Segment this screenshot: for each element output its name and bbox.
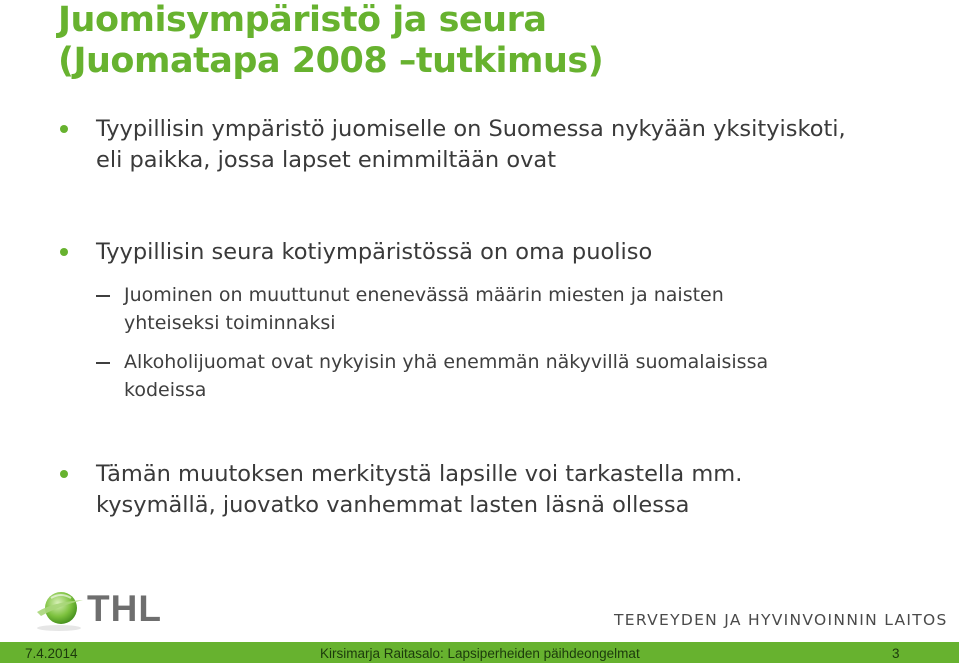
- bullet-dot-icon: [60, 125, 68, 133]
- bullet-3: [96, 459, 916, 521]
- sub-bullet-1: [124, 281, 884, 337]
- title-line-2: (Juomatapa 2008 –tutkimus): [58, 41, 604, 81]
- footer-date: 7.4.2014: [25, 646, 78, 661]
- bullet-2-line-1: Tyypillisin seura kotiympäristössä on oma puoliso: [96, 239, 653, 265]
- dash-icon: [96, 362, 110, 364]
- organization-name: TERVEYDEN JA HYVINVOINNIN LAITOS: [614, 611, 948, 629]
- sub-bullet-2-line-2: kodeissa: [124, 379, 207, 401]
- sub-bullet-1-line-2: yhteiseksi toiminnaksi: [124, 312, 336, 334]
- title-line-1: Juomisympäristö ja seura: [58, 0, 547, 40]
- bullet-1: [96, 114, 916, 176]
- footer-author-title: Kirsimarja Raitasalo: Lapsiperheiden päihdeongelmat: [320, 646, 640, 661]
- bullet-1-line-1: Tyypillisin ympäristö juomiselle on Suomessa nykyään yksityiskoti,: [96, 116, 846, 142]
- footer-bar: [0, 642, 959, 663]
- sub-bullet-2: [124, 348, 884, 404]
- bullet-dot-icon: [60, 470, 68, 478]
- footer-page-number: 3: [892, 646, 900, 661]
- bullet-1-line-2: eli paikka, jossa lapset enimmiltään ovat: [96, 147, 557, 173]
- slide-title: [58, 0, 603, 82]
- bullet-2: [96, 237, 916, 268]
- logo-text: THL: [87, 588, 162, 629]
- sub-bullet-1-line-1: Juominen on muuttunut enenevässä määrin miesten ja naisten: [124, 284, 724, 306]
- bullet-3-line-1: Tämän muutoksen merkitystä lapsille voi tarkastella mm.: [96, 461, 743, 487]
- dash-icon: [96, 295, 110, 297]
- bullet-dot-icon: [60, 248, 68, 256]
- bullet-3-line-2: kysymällä, juovatko vanhemmat lasten läsnä ollessa: [96, 492, 690, 518]
- sub-bullet-2-line-1: Alkoholijuomat ovat nykyisin yhä enemmän näkyvillä suomalaisissa: [124, 351, 769, 373]
